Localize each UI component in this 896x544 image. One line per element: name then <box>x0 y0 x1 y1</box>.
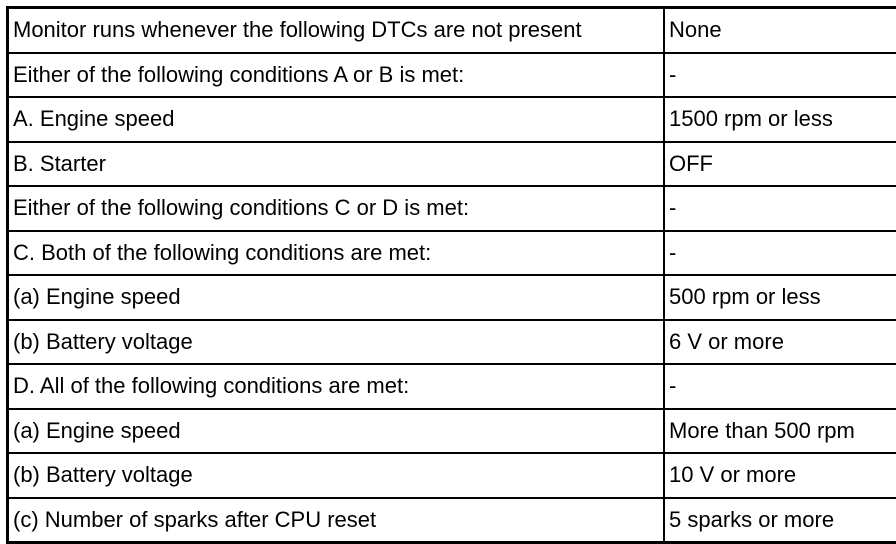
value-cell: - <box>664 231 896 276</box>
value-cell: 500 rpm or less <box>664 275 896 320</box>
table-row <box>8 97 896 142</box>
table-row <box>8 320 896 365</box>
table-row <box>8 498 896 543</box>
condition-cell: (a) Engine speed <box>8 275 665 320</box>
table-row <box>8 142 896 187</box>
value-cell: More than 500 rpm <box>664 409 896 454</box>
conditions-table-container <box>6 6 886 516</box>
condition-cell: (b) Battery voltage <box>8 320 665 365</box>
value-cell: - <box>664 53 896 98</box>
table-row <box>8 453 896 498</box>
condition-cell: Either of the following conditions A or B is met: <box>8 53 665 98</box>
table-row <box>8 364 896 409</box>
condition-cell: Monitor runs whenever the following DTCs are not present <box>8 8 665 53</box>
table-row <box>8 186 896 231</box>
value-cell: - <box>664 364 896 409</box>
table-row <box>8 231 896 276</box>
condition-cell: D. All of the following conditions are met: <box>8 364 665 409</box>
condition-cell: C. Both of the following conditions are met: <box>8 231 665 276</box>
value-cell: 10 V or more <box>664 453 896 498</box>
table-row <box>8 53 896 98</box>
condition-cell: B. Starter <box>8 142 665 187</box>
condition-cell: (a) Engine speed <box>8 409 665 454</box>
monitor-conditions-table <box>6 6 896 544</box>
condition-cell: (b) Battery voltage <box>8 453 665 498</box>
value-cell: - <box>664 186 896 231</box>
value-cell: OFF <box>664 142 896 187</box>
condition-cell: A. Engine speed <box>8 97 665 142</box>
table-row <box>8 409 896 454</box>
value-cell: 6 V or more <box>664 320 896 365</box>
condition-cell: (c) Number of sparks after CPU reset <box>8 498 665 543</box>
value-cell: 1500 rpm or less <box>664 97 896 142</box>
table-row <box>8 8 896 53</box>
table-row <box>8 275 896 320</box>
value-cell: None <box>664 8 896 53</box>
condition-cell: Either of the following conditions C or D is met: <box>8 186 665 231</box>
value-cell: 5 sparks or more <box>664 498 896 543</box>
